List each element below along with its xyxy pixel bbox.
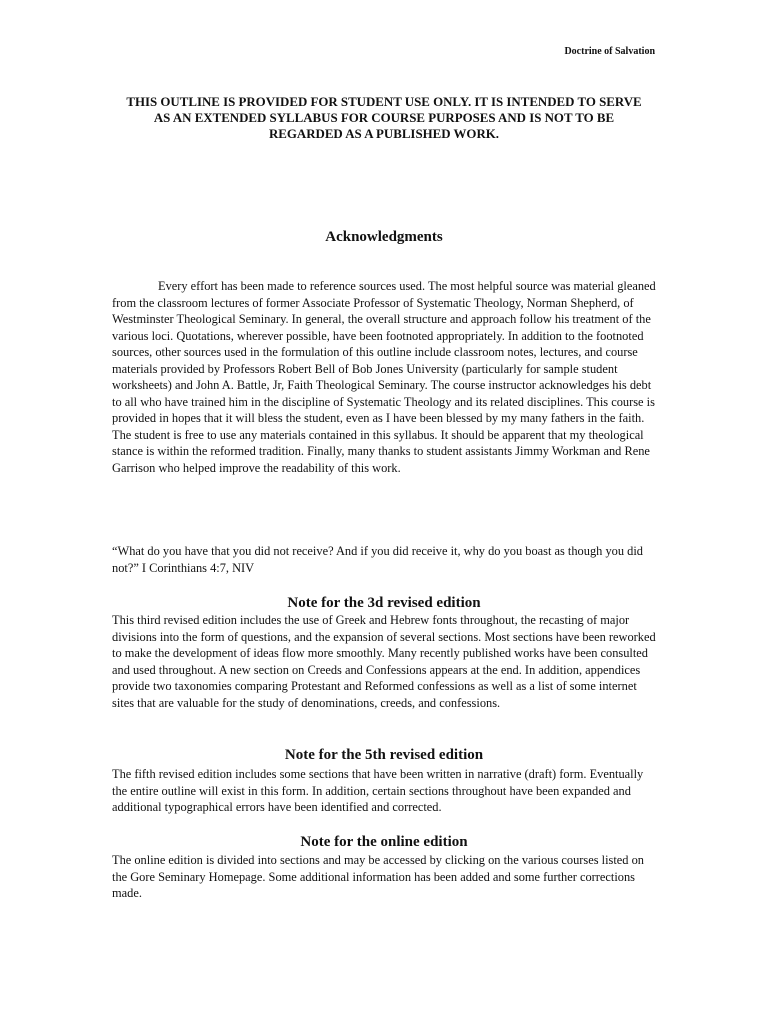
- fifth-edition-paragraph: The fifth revised edition includes some sections that have been written in narrative (draft) form. Eventually the entire outline will exist in this form. In addition, certain sections throughout have been expanded and additional typographical errors have been identified and corrected.: [112, 767, 644, 815]
- third-edition-heading: Note for the 3d revised edition: [287, 595, 481, 611]
- running-header: Doctrine of Salvation: [564, 46, 655, 57]
- online-edition-paragraph: The online edition is divided into sections and may be accessed by clicking on the various courses listed on the Gore Seminary Homepage. Some additional information has been added and some further corrections made.: [112, 853, 644, 901]
- scripture-quote: “What do you have that you did not receive? And if you did receive it, why do you boast as though you did not?” I Corinthians 4:7, NIV: [112, 544, 643, 575]
- acknowledgments-paragraph: Every effort has been made to reference sources used. The most helpful source was material gleaned from the classroom lectures of former Associate Professor of Systematic Theology, Norman Shepherd, of Westminster Theological Seminary. In general, the overall structure and approach follow his treatment of the various loci. Quotations, wherever possible, have been footnoted appropriately. In addition to the footnoted sources, other sources used in the formulation of this outline include classroom notes, lectures, and course materials provided by Professors Robert Bell of Bob Jones University (particularly for sample student worksheets) and John A. Battle, Jr, Faith Theological Seminary. The course instructor acknowledges his debt to all who have trained him in the discipline of Systematic Theology and its related disciplines. This course is provided in hopes that it will bless the student, even as I have been blessed by my many fathers in the faith. The student is free to use any materials contained in this syllabus. It should be apparent that my theological stance is within the reformed tradition. Finally, many thanks to student assistants Jimmy Workman and Rene Garrison who helped improve the readability of this work.: [112, 279, 656, 476]
- acknowledgments-heading: Acknowledgments: [325, 229, 443, 245]
- usage-notice: THIS OUTLINE IS PROVIDED FOR STUDENT USE ONLY. IT IS INTENDED TO SERVE AS AN EXTENDED SYLLABUS FOR COURSE PURPOSES AND IS NOT TO BE REGARDED AS A PUBLISHED WORK.: [126, 95, 642, 141]
- online-edition-heading: Note for the online edition: [300, 834, 468, 850]
- fifth-edition-heading: Note for the 5th revised edition: [284, 747, 484, 763]
- third-edition-paragraph: This third revised edition includes the use of Greek and Hebrew fonts throughout, the recasting of major divisions into the form of questions, and the expansion of several sections. Most sections have been reworked to make the development of ideas flow more smoothly. Many recently published works have been consulted and used throughout. A new section on Creeds and Confessions appears at the end. In addition, appendices provide two taxonomies comparing Protestant and Reformed confessions as well as a list of some internet sites that are valuable for the study of denominations, creeds, and confessions.: [112, 613, 656, 710]
